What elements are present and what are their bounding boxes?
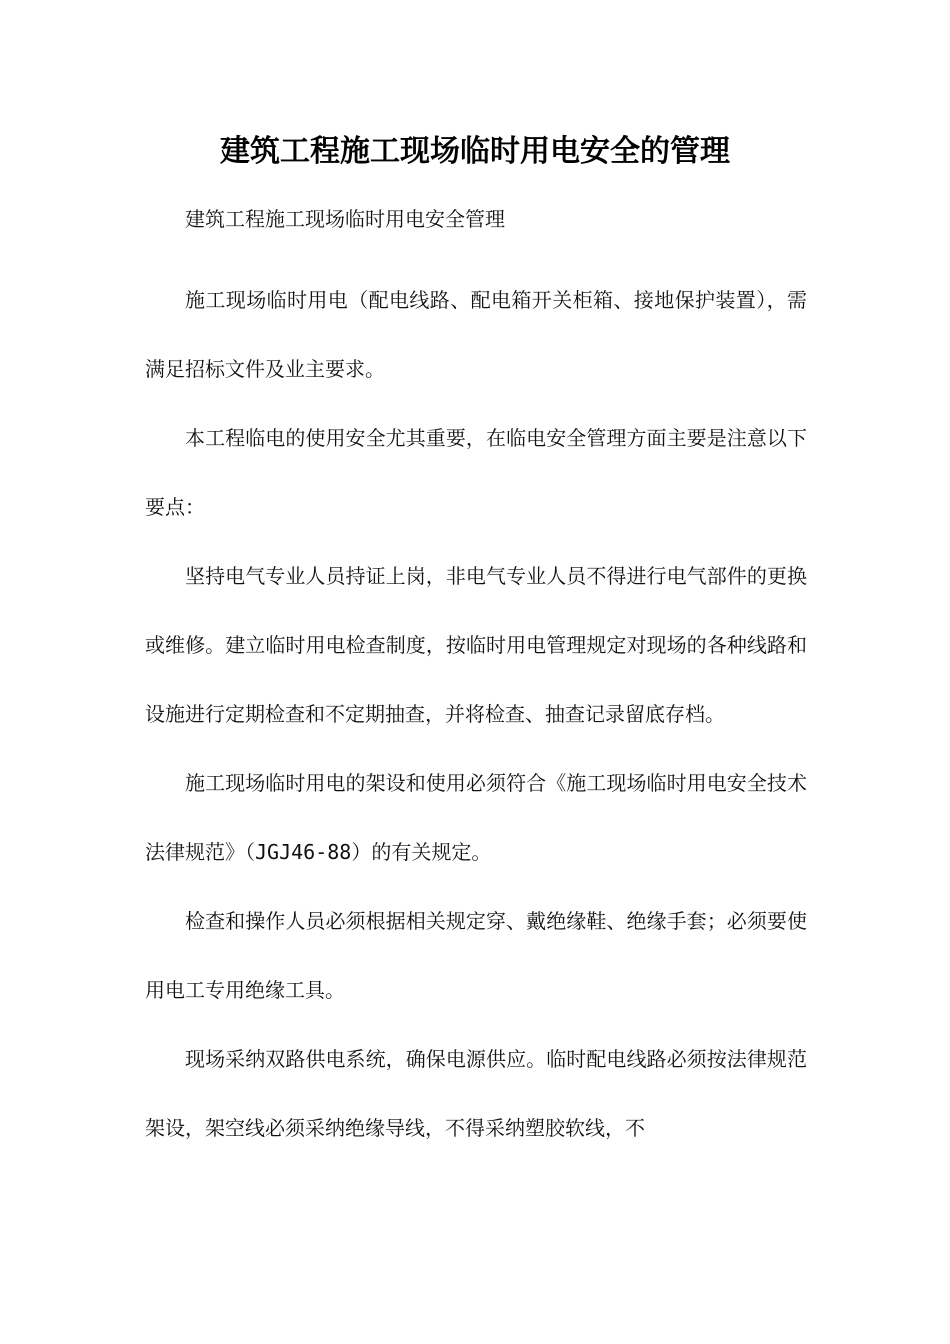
paragraph: 施工现场临时用电（配电线路、配电箱开关柜箱、接地保护装置），需满足招标文件及业主要求。 [145, 288, 807, 381]
paragraph: 施工现场临时用电的架设和使用必须符合《施工现场临时用电安全技术法律规范》（JGJ46-88）的有关规定。 [145, 771, 807, 864]
document-title: 建筑工程施工现场临时用电安全的管理 [220, 134, 730, 169]
document-body [145, 202, 807, 1163]
paragraph: 现场采纳双路供电系统，确保电源供应。临时配电线路必须按法律规范架设，架空线必须采纳绝缘导线，不得采纳塑胶软线，不 [145, 1047, 807, 1140]
paragraph-subtitle: 建筑工程施工现场临时用电安全管理 [185, 207, 505, 231]
paragraph: 检查和操作人员必须根据相关规定穿、戴绝缘鞋、绝缘手套；必须要使用电工专用绝缘工具。 [145, 909, 807, 1002]
paragraph: 坚持电气专业人员持证上岗，非电气专业人员不得进行电气部件的更换或维修。建立临时用电检查制度，按临时用电管理规定对现场的各种线路和设施进行定期检查和不定期抽查，并将检查、抽查记录留底存档。 [145, 564, 807, 726]
paragraph: 本工程临电的使用安全尤其重要，在临电安全管理方面主要是注意以下要点： [145, 426, 807, 519]
